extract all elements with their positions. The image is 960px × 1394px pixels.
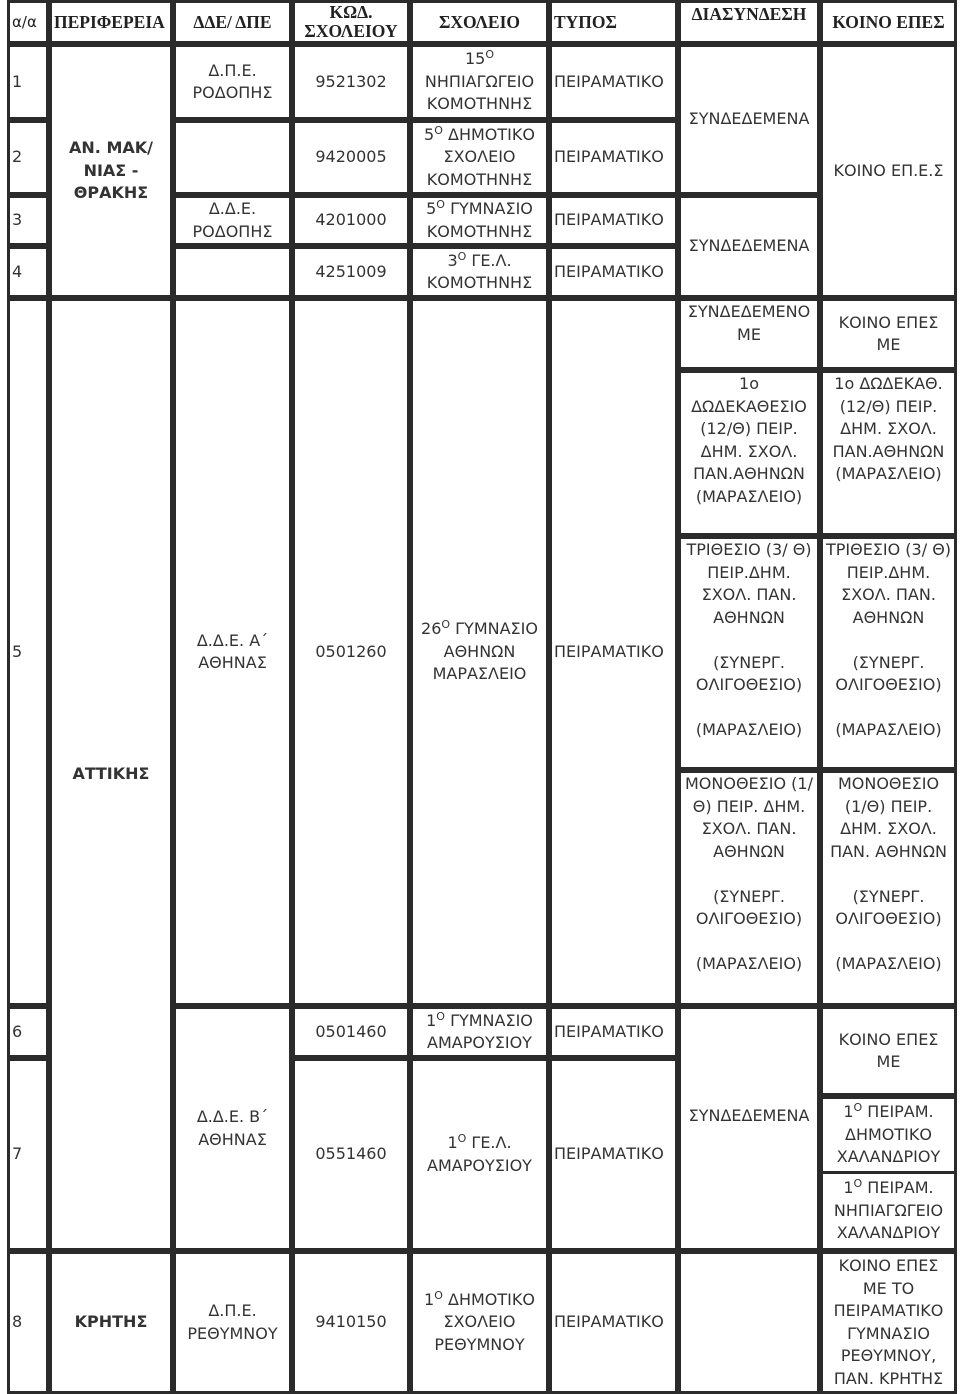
school-name: ΓΥΜΝΑΣΙΟ ΚΟΜΟΤΗΝΗΣ — [426, 199, 533, 241]
school-number: 1 — [447, 1133, 458, 1152]
school-cell — [410, 246, 549, 298]
dde-cell: Δ.Π.Ε. ΡΟΔΟΠΗΣ — [173, 44, 292, 120]
school-number: 1 — [843, 1178, 854, 1198]
school-number: 1 — [424, 1289, 435, 1309]
type-cell: ΠΕΙΡΑΜΑΤΙΚΟ — [549, 1058, 678, 1251]
school-cell — [410, 1251, 549, 1394]
school-code-cell: 0501260 — [292, 298, 410, 1006]
ordinal-sup: Ο — [434, 1288, 443, 1302]
school-code-cell: 4201000 — [292, 195, 410, 246]
dde-cell: Δ.Δ.Ε. Α΄ ΑΘΗΝΑΣ — [173, 298, 292, 1006]
region-cell: ΑΤΤΙΚΗΣ — [49, 298, 173, 1251]
type-cell: ΠΕΙΡΑΜΑΤΙΚΟ — [549, 120, 678, 195]
link-cell: 1ο ΔΩΔΕΚΑΘΕΣΙΟ (12/Θ) ΠΕΙΡ. ΔΗΜ. ΣΧΟΛ. ΠΑΝ.ΑΘΗΝΩΝ (ΜΑΡΑΣΛΕΙΟ) — [678, 370, 820, 536]
dde-cell — [173, 120, 292, 195]
type-cell: ΠΕΙΡΑΜΑΤΙΚΟ — [549, 246, 678, 298]
type-cell: ΠΕΙΡΑΜΑΤΙΚΟ — [549, 1251, 678, 1394]
ordinal-sup: Ο — [441, 618, 451, 632]
type-cell: ΠΕΙΡΑΜΑΤΙΚΟ — [549, 1006, 678, 1058]
school-name: ΓΥΜΝΑΣΙΟ ΑΜΑΡΟΥΣΙΟΥ — [427, 1010, 533, 1052]
school-name: ΔΗΜΟΤΙΚΟ ΣΧΟΛΕΙΟ ΚΟΜΟΤΗΝΗΣ — [426, 124, 535, 189]
row-number: 2 — [7, 120, 49, 195]
common-cell: ΚΟΙΝΟ ΕΠΕΣ ΜΕ — [820, 298, 957, 370]
header-common: ΚΟΙΝΟ ΕΠΕΣ — [820, 0, 957, 44]
row-number: 8 — [7, 1251, 49, 1394]
school-code-cell: 9410150 — [292, 1251, 410, 1394]
header-aa: α/α — [7, 0, 49, 44]
school-cell — [410, 120, 549, 195]
schools-table — [7, 0, 957, 1394]
row-number: 6 — [7, 1006, 49, 1058]
header-type: ΤΥΠΟΣ — [549, 0, 678, 44]
row-number: 4 — [7, 246, 49, 298]
type-cell: ΠΕΙΡΑΜΑΤΙΚΟ — [549, 195, 678, 246]
school-number: 1 — [426, 1010, 437, 1030]
school-cell — [410, 195, 549, 246]
header-row — [7, 0, 957, 44]
ordinal-sup: Ο — [457, 1132, 467, 1145]
dde-cell: Δ.Π.Ε. ΡΕΘΥΜΝΟΥ — [173, 1251, 292, 1394]
school-number: 3 — [447, 250, 458, 270]
school-code-cell: 0551460 — [292, 1058, 410, 1251]
common-cell — [820, 1096, 957, 1251]
link-cell: ΣΥΝΔΕΔΕΜΕΝΟ ΜΕ — [678, 298, 820, 370]
school-number: 15 — [464, 49, 486, 69]
ordinal-sup: Ο — [434, 123, 443, 137]
school-code-cell: 0501460 — [292, 1006, 410, 1058]
link-cell: ΜΟΝΟΘΕΣΙΟ (1/Θ) ΠΕΙΡ. ΔΗΜ. ΣΧΟΛ. ΠΑΝ. ΑΘΗΝΩΝ (ΣΥΝΕΡΓ. ΟΛΙΓΟΘΕΣΙΟ) (ΜΑΡΑΣΛΕΙΟ) — [678, 770, 820, 1006]
dde-cell — [173, 246, 292, 298]
school-name: ΓΥΜΝΑΣΙΟ ΑΘΗΝΩΝ ΜΑΡΑΣΛΕΙΟ — [432, 619, 538, 684]
header-school-code: ΚΩΔ. ΣΧΟΛΕΙΟΥ — [292, 0, 410, 44]
school-name: ΓΕ.Λ. ΑΜΑΡΟΥΣΙΟΥ — [427, 1133, 532, 1175]
ordinal-sup: Ο — [853, 1101, 863, 1115]
ordinal-sup: Ο — [853, 1177, 863, 1191]
ordinal-sup: Ο — [436, 1009, 445, 1023]
common-subcell — [823, 1099, 954, 1174]
link-cell: ΤΡΙΘΕΣΙΟ (3/ Θ) ΠΕΙΡ.ΔΗΜ. ΣΧΟΛ. ΠΑΝ. ΑΘΗΝΩΝ (ΣΥΝΕΡΓ. ΟΛΙΓΟΘΕΣΙΟ) (ΜΑΡΑΣΛΕΙΟ) — [678, 536, 820, 770]
common-cell: ΜΟΝΟΘΕΣΙΟ (1/Θ) ΠΕΙΡ. ΔΗΜ. ΣΧΟΛ. ΠΑΝ. ΑΘΗΝΩΝ (ΣΥΝΕΡΓ. ΟΛΙΓΟΘΕΣΙΟ) (ΜΑΡΑΣΛΕΙΟ) — [820, 770, 957, 1006]
ordinal-sup: Ο — [436, 198, 445, 211]
common-cell: ΚΟΙΝΟ ΕΠΕΣ ΜΕ ΤΟ ΠΕΙΡΑΜΑΤΙΚΟ ΓΥΜΝΑΣΙΟ ΡΕΘΥΜΝΟΥ, ΠΑΝ. ΚΡΗΤΗΣ — [820, 1251, 957, 1394]
header-school: ΣΧΟΛΕΙΟ — [410, 0, 549, 44]
region-cell: ΚΡΗΤΗΣ — [49, 1251, 173, 1394]
row-number: 7 — [7, 1058, 49, 1251]
school-name: ΠΕΙΡΑΜ. ΔΗΜΟΤΙΚΟ ΧΑΛΑΝΔΡΙΟΥ — [836, 1102, 941, 1167]
header-region: ΠΕΡΙΦΕΡΕΙΑ — [49, 0, 173, 44]
link-cell: ΣΥΝΔΕΔΕΜΕΝΑ — [678, 44, 820, 195]
school-code-cell: 9420005 — [292, 120, 410, 195]
school-number: 5 — [426, 199, 437, 218]
school-number: 1 — [843, 1102, 854, 1122]
dde-cell: Δ.Δ.Ε. ΡΟΔΟΠΗΣ — [173, 195, 292, 246]
common-cell: ΚΟΙΝΟ ΕΠ.Ε.Σ — [820, 44, 957, 298]
school-code-cell: 9521302 — [292, 44, 410, 120]
header-link: ΔΙΑΣΥΝΔΕΣΗ — [678, 0, 820, 44]
school-cell — [410, 298, 549, 1006]
common-cell: ΤΡΙΘΕΣΙΟ (3/ Θ) ΠΕΙΡ.ΔΗΜ. ΣΧΟΛ. ΠΑΝ. ΑΘΗΝΩΝ (ΣΥΝΕΡΓ. ΟΛΙΓΟΘΕΣΙΟ) (ΜΑΡΑΣΛΕΙΟ) — [820, 536, 957, 770]
type-cell: ΠΕΙΡΑΜΑΤΙΚΟ — [549, 298, 678, 1006]
row-number: 5 — [7, 298, 49, 1006]
school-name: ΓΕ.Λ. ΚΟΜΟΤΗΝΗΣ — [426, 250, 533, 292]
table-row — [7, 44, 957, 120]
ordinal-sup: Ο — [457, 249, 467, 263]
ordinal-sup: Ο — [485, 48, 495, 62]
school-cell — [410, 1058, 549, 1251]
table-row — [7, 298, 957, 370]
type-cell: ΠΕΙΡΑΜΑΤΙΚΟ — [549, 44, 678, 120]
common-cell: 1ο ΔΩΔΕΚΑΘ. (12/Θ) ΠΕΙΡ. ΔΗΜ. ΣΧΟΛ. ΠΑΝ.ΑΘΗΝΩΝ (ΜΑΡΑΣΛΕΙΟ) — [820, 370, 957, 536]
row-number: 3 — [7, 195, 49, 246]
region-cell: ΑΝ. ΜΑΚ/ ΝΙΑΣ - ΘΡΑΚΗΣ — [49, 44, 173, 298]
header-dde: ΔΔΕ/ ΔΠΕ — [173, 0, 292, 44]
school-cell — [410, 1006, 549, 1058]
school-name: ΔΗΜΟΤΙΚΟ ΣΧΟΛΕΙΟ ΡΕΘΥΜΝΟΥ — [434, 1289, 535, 1354]
link-cell: ΣΥΝΔΕΔΕΜΕΝΑ — [678, 1006, 820, 1251]
dde-cell: Δ.Δ.Ε. Β΄ ΑΘΗΝΑΣ — [173, 1006, 292, 1251]
link-cell — [678, 1251, 820, 1394]
school-number: 5 — [424, 124, 435, 144]
row-number: 1 — [7, 44, 49, 120]
common-cell: ΚΟΙΝΟ ΕΠΕΣ ΜΕ — [820, 1006, 957, 1096]
school-name: ΝΗΠΙΑΓΩΓΕΙΟ ΚΟΜΟΤΗΝΗΣ — [424, 71, 535, 114]
school-name: ΠΕΙΡΑΜ. ΝΗΠΙΑΓΩΓΕΙΟ ΧΑΛΑΝΔΡΙΟΥ — [833, 1178, 944, 1243]
link-cell: ΣΥΝΔΕΔΕΜΕΝΑ — [678, 195, 820, 298]
school-number: 26 — [421, 619, 442, 639]
common-subcell — [823, 1174, 954, 1248]
school-code-cell: 4251009 — [292, 246, 410, 298]
table-row — [7, 1251, 957, 1394]
school-cell — [410, 44, 549, 120]
